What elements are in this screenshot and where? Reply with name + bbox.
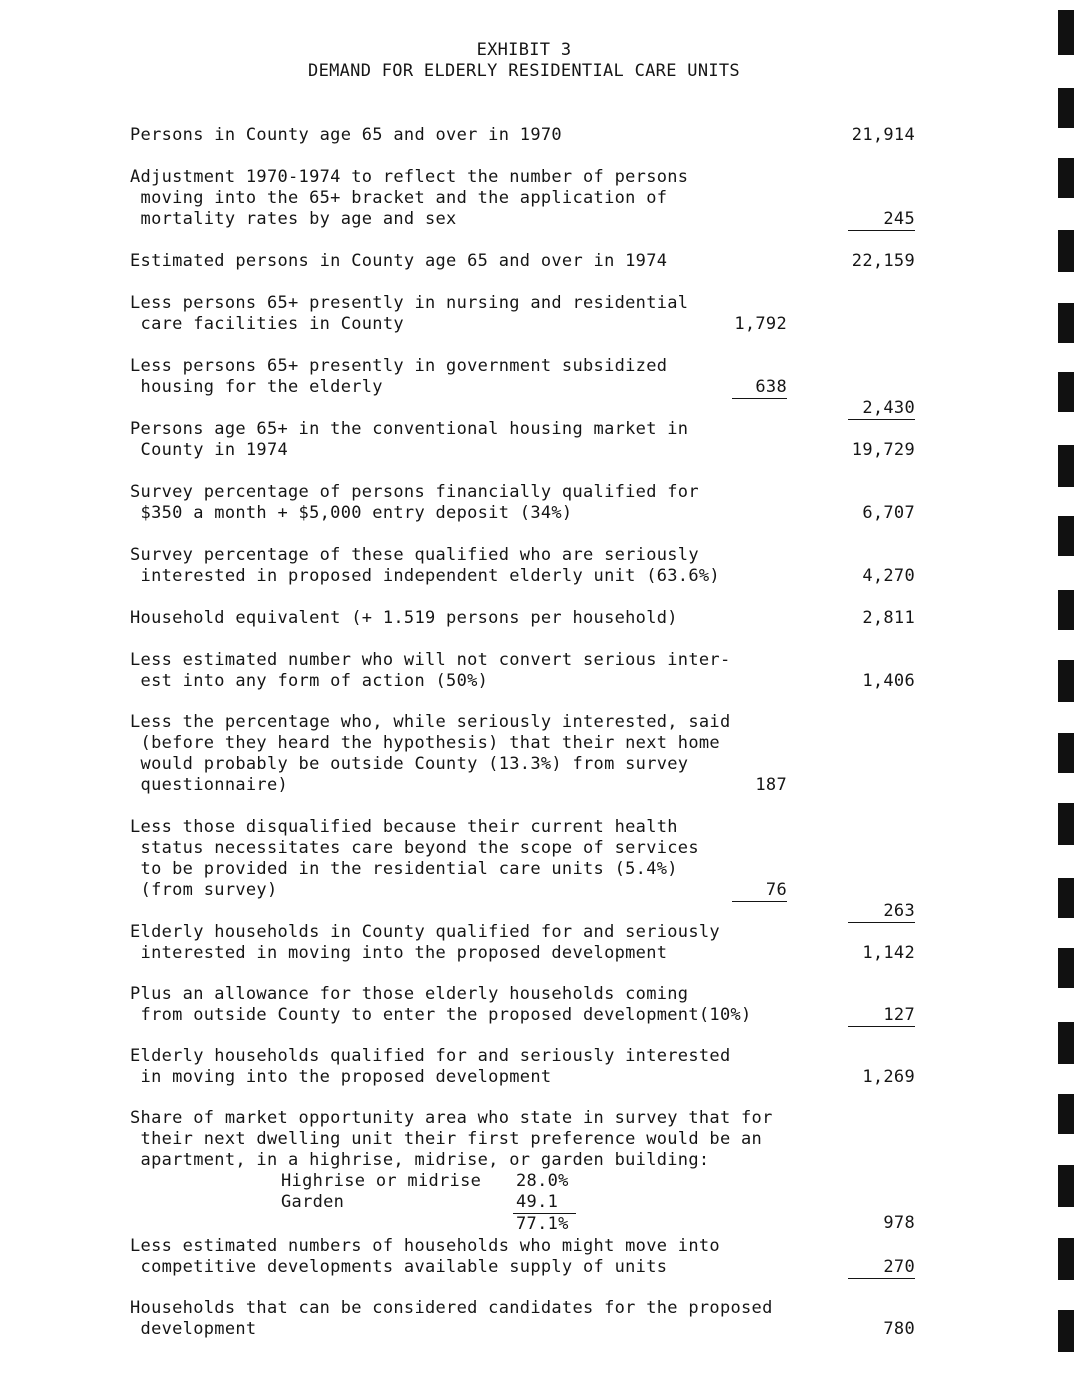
row-8-total: 2,811 <box>862 608 915 628</box>
scan-edge-mark <box>1058 88 1074 128</box>
scan-edge-mark <box>1058 803 1074 845</box>
row-5-label-line-1: Persons age 65+ in the conventional housing market in <box>130 419 689 439</box>
row-12-label-line-1: Elderly households in County qualified for and seriously <box>130 922 720 942</box>
row-1-total: 245 <box>848 209 915 231</box>
row-4-subtotal: 638 <box>732 377 787 399</box>
row-11-label-line-1: Less those disqualified because their current health <box>130 817 678 837</box>
breakdown-label-garden: Garden <box>281 1192 345 1212</box>
row-10-label-line-2: (before they heard the hypothesis) that their next home <box>130 733 720 753</box>
row-6-label-line-2: $350 a month + $5,000 entry deposit (34%) <box>130 503 573 523</box>
row-10-label-line-4: questionnaire) <box>130 775 289 795</box>
row-17-label-line-2: development <box>130 1319 257 1339</box>
row-11-label-line-3: to be provided in the residential care units (5.4%) <box>130 859 678 879</box>
row-1-label-line-2: moving into the 65+ bracket and the application of <box>130 188 668 208</box>
scan-edge-mark <box>1058 1238 1074 1280</box>
row-13-total: 127 <box>848 1005 915 1027</box>
row-1-label-line-3: mortality rates by age and sex <box>130 209 457 229</box>
row-16-label-line-2: competitive developments available supply of units <box>130 1257 668 1277</box>
scan-edge-mark <box>1058 1310 1074 1352</box>
scan-edge-mark <box>1058 878 1074 918</box>
breakdown-total: 978 <box>883 1213 915 1233</box>
row-7-label-line-2: interested in proposed independent elderly unit (63.6%) <box>130 566 720 586</box>
row-16-label-line-1: Less estimated numbers of households who might move into <box>130 1236 720 1256</box>
row-17-label-line-1: Households that can be considered candidates for the proposed <box>130 1298 773 1318</box>
row-11-subtotal: 76 <box>732 880 787 902</box>
scan-edge-mark <box>1058 303 1074 343</box>
scan-edge-mark <box>1058 590 1074 630</box>
row-15-label-line-1: Share of market opportunity area who state in survey that for <box>130 1108 773 1128</box>
row-14-label-line-2: in moving into the proposed development <box>130 1067 552 1087</box>
scan-edge-mark <box>1058 445 1074 487</box>
row-16-total: 270 <box>848 1257 915 1279</box>
row-12-total: 1,142 <box>862 943 915 963</box>
breakdown-value-highrise: 28.0% <box>516 1171 569 1191</box>
row-15-label-line-3: apartment, in a highrise, midrise, or garden building: <box>130 1150 710 1170</box>
row-10-subtotal: 187 <box>755 775 787 795</box>
row-8-label-line-1: Household equivalent (+ 1.519 persons per household) <box>130 608 678 628</box>
scan-edge-mark <box>1058 1094 1074 1134</box>
row-6-total: 6,707 <box>862 503 915 523</box>
row-9-label-line-2: est into any form of action (50%) <box>130 671 489 691</box>
row-17-total: 780 <box>883 1319 915 1339</box>
row-13-label-line-1: Plus an allowance for those elderly households coming <box>130 984 689 1004</box>
scan-edge-mark <box>1058 948 1074 988</box>
row-4-total: 2,430 <box>848 398 915 420</box>
row-11-label-line-4: (from survey) <box>130 880 278 900</box>
row-12-label-line-2: interested in moving into the proposed development <box>130 943 668 963</box>
row-14-total: 1,269 <box>862 1067 915 1087</box>
row-10-label-line-1: Less the percentage who, while seriously interested, said <box>130 712 731 732</box>
row-9-total: 1,406 <box>862 671 915 691</box>
row-5-total: 19,729 <box>851 440 915 460</box>
breakdown-value-garden: 49.1 <box>516 1192 559 1212</box>
scan-edge-mark <box>1058 516 1074 556</box>
scan-edge-mark <box>1058 158 1074 198</box>
row-9-label-line-1: Less estimated number who will not convert serious inter- <box>130 650 731 670</box>
scan-edge-mark <box>1058 230 1074 272</box>
scan-edge-mark <box>1058 10 1074 55</box>
exhibit-number: EXHIBIT 3 <box>476 40 572 60</box>
row-14-label-line-1: Elderly households qualified for and seriously interested <box>130 1046 731 1066</box>
breakdown-sum: 77.1% <box>513 1213 576 1235</box>
scan-edge-mark <box>1058 372 1074 412</box>
row-4-label-line-2: housing for the elderly <box>130 377 383 397</box>
row-11-label-line-2: status necessitates care beyond the scope of services <box>130 838 699 858</box>
row-3-label-line-1: Less persons 65+ presently in nursing and residential <box>130 293 689 313</box>
row-15-label-line-2: their next dwelling unit their first preference would be an <box>130 1129 763 1149</box>
row-7-total: 4,270 <box>862 566 915 586</box>
row-6-label-line-1: Survey percentage of persons financially qualified for <box>130 482 699 502</box>
row-3-label-line-2: care facilities in County <box>130 314 404 334</box>
row-13-label-line-2: from outside County to enter the proposed development(10%) <box>130 1005 752 1025</box>
scan-edge-mark <box>1058 733 1074 773</box>
row-1-label-line-1: Adjustment 1970-1974 to reflect the number of persons <box>130 167 689 187</box>
row-2-label-line-1: Estimated persons in County age 65 and over in 1974 <box>130 251 668 271</box>
scan-edge-mark <box>1058 1022 1074 1064</box>
document-title: DEMAND FOR ELDERLY RESIDENTIAL CARE UNITS <box>308 61 740 81</box>
row-2-total: 22,159 <box>851 251 915 271</box>
row-7-label-line-1: Survey percentage of these qualified who are seriously <box>130 545 699 565</box>
row-5-label-line-2: County in 1974 <box>130 440 289 460</box>
scan-edge-mark <box>1058 1165 1074 1207</box>
row-4-label-line-1: Less persons 65+ presently in government subsidized <box>130 356 668 376</box>
scan-edge-mark <box>1058 660 1074 702</box>
row-10-label-line-3: would probably be outside County (13.3%) from survey <box>130 754 689 774</box>
row-3-subtotal: 1,792 <box>734 314 787 334</box>
row-11-total: 263 <box>848 901 915 923</box>
row-0-total: 21,914 <box>851 125 915 145</box>
breakdown-label-highrise: Highrise or midrise <box>281 1171 482 1191</box>
row-0-label-line-1: Persons in County age 65 and over in 1970 <box>130 125 562 145</box>
